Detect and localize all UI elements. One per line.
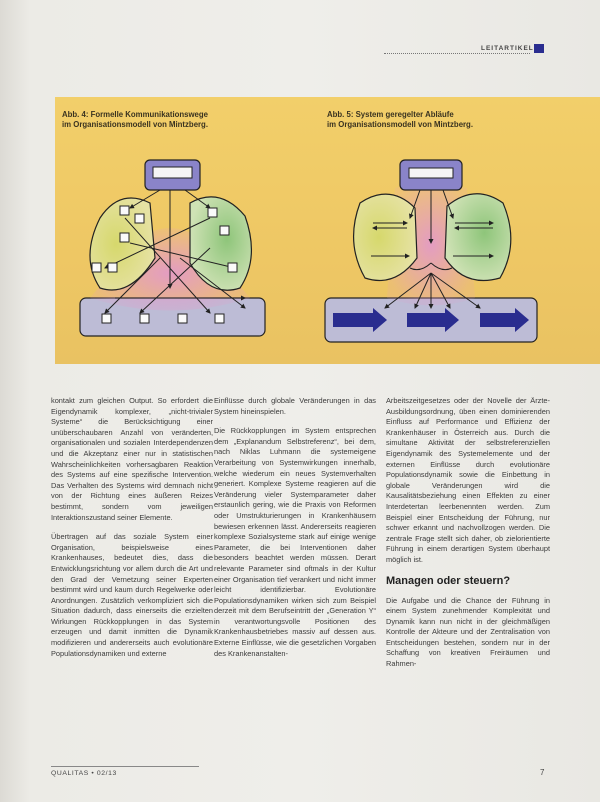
footer-publication: QUALITAS • 02/13 <box>51 770 117 777</box>
apex-box <box>400 160 462 190</box>
paragraph: Die Rückkopplungen im System entsprechen dem „Explanandum Selbstreferenz“, bei dem, nach Niklas Luhmann die systemeigene Verarbeitung von Systemwirkungen innerhalb, welche wiederum ein neues Systemverhalten generiert. Komplexe Systeme reagieren auf die Veränderung vieler Systemparameter daher erstaunlich gering, wie die Praxis von Reformen oder Umstrukturierungen in Krankenhäusern bewiesen erkennen lässt. Andererseits reagieren komplexe Sozialsysteme stark auf einige wenige Parameter, die bei Interventionen daher besonders beachtet werden müssen. Derart relevante Parameter sind oftmals in der Kultur einer Organisation tief verankert und nicht immer leicht identifizierbar. Evolutionäre Populationsdynamiken wirken sich zum Beispiel derzeit mit dem Berufseintritt der „Generation Y“ in verantwortungsvolle Positionen des Krankenhausbetriebes massiv auf dessen aus. Externe Einflüsse, wie die gesetzlichen Vorgaben des Krankenanstalten- <box>214 426 376 658</box>
paragraph: Einflüsse durch globale Veränderungen in das System hineinspielen. <box>214 396 376 416</box>
figure-5-diagram <box>315 148 547 348</box>
apex-box <box>145 160 200 190</box>
green-support-zone <box>190 197 251 290</box>
page-number: 7 <box>540 768 545 777</box>
figure-5-caption-line-2: im Organisationsmodell von Mintzberg. <box>327 120 473 129</box>
body-column-3 <box>386 396 550 679</box>
section-heading: Managen oder steuern? <box>386 574 511 587</box>
body-column-1 <box>51 396 213 668</box>
paragraph: Übertragen auf das soziale System einer Organisation, beispielsweise eines Krankenhauses, bedeutet dies, dass die Entwicklungsrichtung vor allem durch die Art und den Grad der Vernetzung seiner Experten bestimmt wird und kaum durch Regelwerke oder Anordnungen. Zusätzlich verkompliziert sich die Situation dadurch, dass einerseits die erzielten Wirkungen Rückkopplungen in das System erzeugen und damit inmitten die Dynamik modifizieren und andererseits auch evolutionäre Populationsdynamiken und externe <box>51 532 213 658</box>
figure-5-caption-line-1: Abb. 5: System geregelter Abläufe <box>327 110 454 119</box>
paragraph: kontakt zum gleichen Output. So erfordert die Eigendynamik komplexer, „nicht-trivialer Systeme“ die Berücksichtigung einer unüberschaubaren Anzahl von veränderten, organisationalen und sozialen Interdependenzen und die Akzeptanz einer nur in statistischen Wahrscheinlichkeiten vorhersagbaren Reaktion des Systems auf eine spezifische Intervention. Das Verhalten des Systems wird demnach nicht von der Richtung eines äußeren Reizes bestimmt, sondern vom jeweiligen Interaktionszustand seiner Elemente. <box>51 396 213 522</box>
section-label: LEITARTIKEL <box>481 45 534 52</box>
paragraph: Die Aufgabe und die Chance der Führung in einem System zunehmender Komplexität und Dynamik kann nun nicht in der gleichmäßigen Kontrolle der Akteure und der Zentralisation von Entscheidungen bestehen, sondern nur in der Schaffung von kreativen Freiräumen und Rahmen- <box>386 595 550 669</box>
figure-4-caption-line-1: Abb. 4: Formelle Kommunikationswege <box>62 110 208 119</box>
figure-4-diagram <box>60 148 280 348</box>
green-support-zone <box>445 194 511 281</box>
figure-5-caption <box>327 110 587 130</box>
yellow-techno-zone <box>354 194 417 280</box>
figure-4-caption-line-2: im Organisationsmodell von Mintzberg. <box>62 120 208 129</box>
body-column-2 <box>214 396 376 668</box>
paragraph: Arbeitszeitgesetzes oder der Novelle der Ärzte-Ausbildungsordnung, üben einen dominierenden Einfluss auf Performance und Effizienz der Krankenhäuser in Österreich aus. Durch die simultane Aktivität der selbstreferenziellen Eigendynamik des Systemelemente und der externen Einflüsse durch evolutionäre Populationsdynamik sowie die Einbettung in globale Veränderungen wird die Kausalitätsbeziehung einen Effekten zu einer Interdetertan leerbenennten werden. Zum Beispiel einer Entscheidung der Führung, nur schwer erkannt und nachvollzogen werden. Die zentrale Frage stellt sich daher, ob zielorientierte Führung in einem derartigen System überhaupt möglich ist. <box>386 396 550 564</box>
header-rule <box>384 53 530 54</box>
figure-4-caption <box>62 110 322 130</box>
footer-rule <box>51 766 199 767</box>
section-marker <box>534 44 544 53</box>
